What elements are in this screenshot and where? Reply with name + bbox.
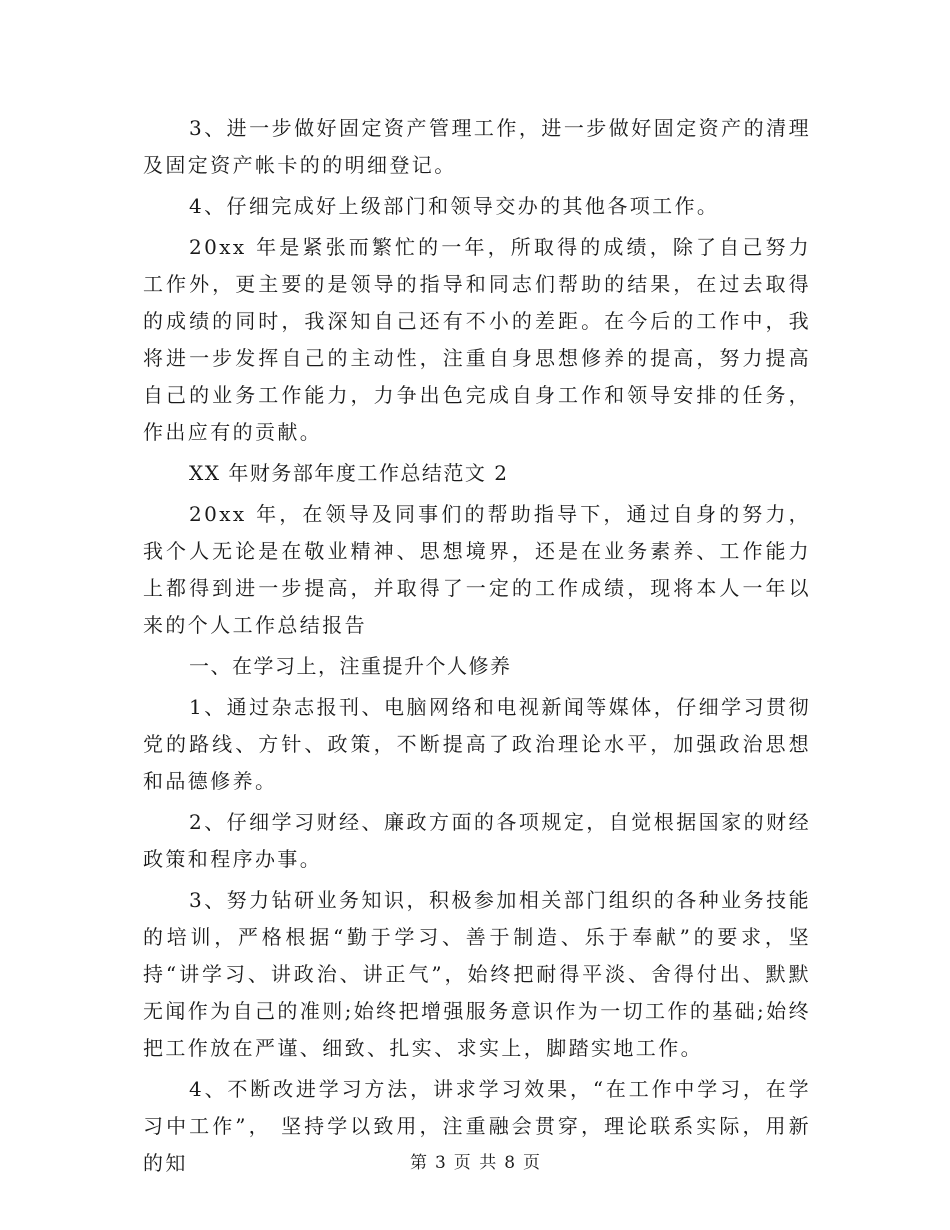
paragraph-asset-management: 3、进一步做好固定资产管理工作，进一步做好固定资产的清理及固定资产帐卡的的明细登记。 <box>143 116 811 177</box>
section-title: XX 年财务部年度工作总结范文 2 <box>189 461 509 485</box>
section-heading-study: 一、在学习上，注重提升个人修养 <box>189 654 512 678</box>
paragraph-item-1: 1、通过杂志报刊、电脑网络和电视新闻等媒体，仔细学习贯彻党的路线、方针、政策，不断提高了政治理论水平，加强政治思想和品德修养。 <box>143 695 811 793</box>
footer-page-number: 3 <box>434 1153 446 1173</box>
paragraph-item-4: 4、不断改进学习方法，讲求学习效果，“在工作中学习，在学习中工作”， 坚持学以致用，注重融会贯穿，理论联系实际，用新的知 <box>143 1077 811 1175</box>
document-body <box>143 110 811 1186</box>
paragraph-other-tasks: 4、仔细完成好上级部门和领导交办的其他各项工作。 <box>189 194 720 218</box>
footer-middle: 页 共 <box>453 1153 497 1173</box>
paragraph-item-3: 3、努力钻研业务知识，积极参加相关部门组织的各种业务技能的培训，严格根据“勤于学习、善于制造、乐于奉献”的要求，坚持“讲学习、讲政治、讲正气”，始终把耐得平淡、舍得付出、默默无闻作为自己的准则;始终把增强服务意识作为一切工作的基础;始终把工作放在严谨、细致、扎实、求实上，脚踏实地工作。 <box>143 888 811 1060</box>
paragraph-item-2: 2、仔细学习财经、廉政方面的各项规定，自觉根据国家的财经政策和程序办事。 <box>143 810 811 871</box>
footer-suffix: 页 <box>523 1153 541 1173</box>
footer-total-pages: 8 <box>504 1153 516 1173</box>
page-footer <box>0 1148 950 1173</box>
paragraph-year-summary: 20xx 年是紧张而繁忙的一年，所取得的成绩，除了自己努力工作外，更主要的是领导的指导和同志们帮助的结果，在过去取得的成绩的同时，我深知自己还有不小的差距。在今后的工作中，我将进一步发挥自己的主动性，注重自身思想修养的提高，努力提高自己的业务工作能力，力争出色完成自身工作和领导安排的任务，作出应有的贡献。 <box>143 235 811 444</box>
footer-prefix: 第 <box>409 1153 427 1173</box>
paragraph-intro: 20xx 年，在领导及同事们的帮助指导下，通过自身的努力，我个人无论是在敬业精神、思想境界，还是在业务素养、工作能力上都得到进一步提高，并取得了一定的工作成绩，现将本人一年以来的个人工作总结报告 <box>143 502 811 637</box>
